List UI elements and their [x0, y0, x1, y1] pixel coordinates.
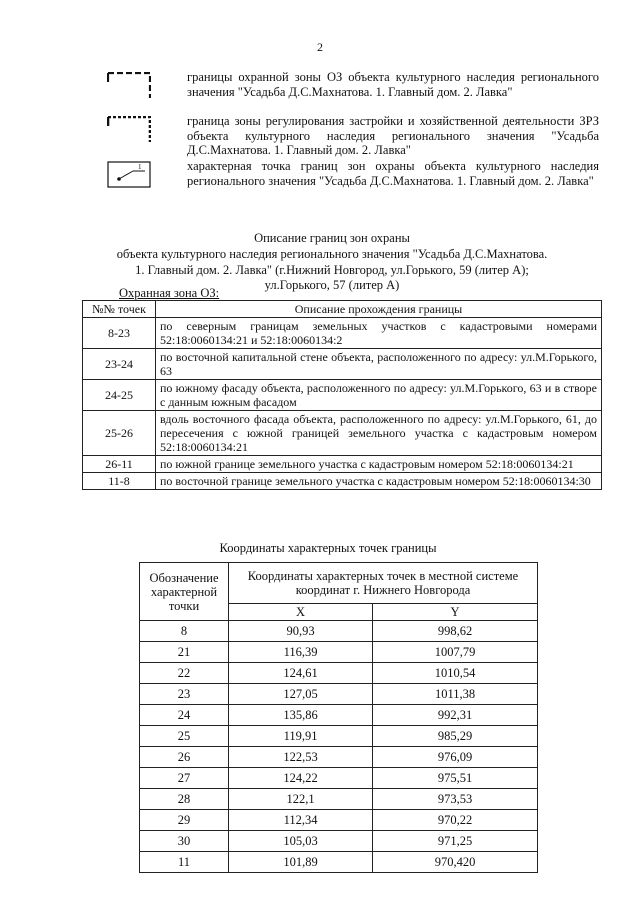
table-row — [83, 349, 602, 380]
point-id: 8 — [140, 621, 229, 642]
table-row — [83, 473, 602, 490]
point-marker-label: 1 — [138, 163, 142, 171]
point-id: 26 — [140, 747, 229, 768]
table-row — [140, 684, 538, 705]
table-row — [140, 642, 538, 663]
point-id: 27 — [140, 768, 229, 789]
table-row — [140, 810, 538, 831]
column-header-point: Обозначение характерной точки — [140, 563, 229, 621]
table-row — [83, 411, 602, 456]
coord-y: 971,25 — [373, 831, 538, 852]
legend-text-point: характерная точка границ зон охраны объекта культурного наследия регионального значения "Усадьба Д.С.Махнатова. 1. Главный дом. 2. Лавка" — [187, 159, 599, 188]
coord-y: 1010,54 — [373, 663, 538, 684]
coord-y: 973,53 — [373, 789, 538, 810]
point-id: 25 — [140, 726, 229, 747]
coords-title: Координаты характерных точек границы — [219, 541, 437, 555]
legend-text-oz: границы охранной зоны ОЗ объекта культурного наследия регионального значения "Усадьба Д.С.Махнатова. 1. Главный дом. 2. Лавка" — [187, 70, 599, 99]
row-points: 24-25 — [83, 380, 156, 411]
zone-label: Охранная зона ОЗ: — [119, 286, 220, 300]
point-marker-icon — [107, 161, 151, 188]
coord-x: 101,89 — [229, 852, 373, 873]
table-row — [140, 705, 538, 726]
coord-y: 998,62 — [373, 621, 538, 642]
row-description: по восточной капитальной стене объекта, расположенного по адресу: ул.М.Горького, 63 — [156, 349, 602, 380]
coord-y: 976,09 — [373, 747, 538, 768]
description-line-2: объекта культурного наследия регионального значения "Усадьба Д.С.Махнатова. — [116, 247, 548, 261]
coord-y: 970,22 — [373, 810, 538, 831]
point-id: 24 — [140, 705, 229, 726]
coord-x: 122,53 — [229, 747, 373, 768]
coord-x: 112,34 — [229, 810, 373, 831]
point-id: 28 — [140, 789, 229, 810]
table-row — [83, 380, 602, 411]
boundary-table — [82, 300, 602, 490]
coord-x: 90,93 — [229, 621, 373, 642]
row-points: 25-26 — [83, 411, 156, 456]
point-id: 22 — [140, 663, 229, 684]
dashed-bracket-icon — [107, 72, 151, 99]
point-id: 29 — [140, 810, 229, 831]
coord-x: 116,39 — [229, 642, 373, 663]
row-description: по северным границам земельных участков с кадастровыми номерами 52:18:0060134:21 и 52:18:0060134:2 — [156, 318, 602, 349]
coord-x: 127,05 — [229, 684, 373, 705]
description-line-3: 1. Главный дом. 2. Лавка" (г.Нижний Новгород, ул.Горького, 59 (литер А); — [135, 263, 529, 277]
row-points: 8-23 — [83, 318, 156, 349]
column-header-description: Описание прохождения границы — [156, 301, 602, 318]
coord-y: 985,29 — [373, 726, 538, 747]
table-header-row — [83, 301, 602, 318]
point-id: 21 — [140, 642, 229, 663]
coord-y: 970,420 — [373, 852, 538, 873]
coordinates-table — [139, 562, 538, 873]
table-row — [140, 621, 538, 642]
row-points: 23-24 — [83, 349, 156, 380]
table-row — [140, 726, 538, 747]
table-row — [83, 456, 602, 473]
coord-x: 124,22 — [229, 768, 373, 789]
description-line-4: ул.Горького, 57 (литер А) — [264, 278, 400, 292]
coord-x: 105,03 — [229, 831, 373, 852]
table-row — [140, 789, 538, 810]
coord-x: 122,1 — [229, 789, 373, 810]
row-description: вдоль восточного фасада объекта, расположенного по адресу: ул.М.Горького, 61, до пересечения с южной границей земельного участка с кадастровым номером 52:18:0060134:21 — [156, 411, 602, 456]
row-description: по южной границе земельного участка с кадастровым номером 52:18:0060134:21 — [156, 456, 602, 473]
column-header-x: X — [229, 604, 373, 621]
page-number: 2 — [317, 40, 323, 54]
coord-y: 975,51 — [373, 768, 538, 789]
coord-x: 119,91 — [229, 726, 373, 747]
table-row — [83, 318, 602, 349]
coord-y: 1011,38 — [373, 684, 538, 705]
row-points: 26-11 — [83, 456, 156, 473]
point-id: 11 — [140, 852, 229, 873]
column-header-coords: Координаты характерных точек в местной системе координат г. Нижнего Новгорода — [229, 563, 538, 604]
table-row — [140, 831, 538, 852]
coord-x: 135,86 — [229, 705, 373, 726]
table-row — [140, 663, 538, 684]
point-id: 30 — [140, 831, 229, 852]
column-header-points: №№ точек — [83, 301, 156, 318]
table-header-row — [140, 563, 538, 604]
coord-y: 992,31 — [373, 705, 538, 726]
coord-x: 124,61 — [229, 663, 373, 684]
dotted-bracket-icon — [107, 116, 151, 143]
column-header-y: Y — [373, 604, 538, 621]
table-row — [140, 768, 538, 789]
row-points: 11-8 — [83, 473, 156, 490]
point-id: 23 — [140, 684, 229, 705]
coord-y: 1007,79 — [373, 642, 538, 663]
row-description: по южному фасаду объекта, расположенного по адресу: ул.М.Горького, 63 и в створе с данным южным фасадом — [156, 380, 602, 411]
row-description: по восточной границе земельного участка с кадастровым номером 52:18:0060134:30 — [156, 473, 602, 490]
description-title: Описание границ зон охраны — [254, 231, 410, 245]
table-row — [140, 747, 538, 768]
legend-text-zrz: граница зоны регулирования застройки и хозяйственной деятельности ЗРЗ объекта культурного наследия регионального значения "Усадьба Д.С.Махнатова. 1. Главный дом. 2. Лавка" — [187, 114, 599, 157]
table-row — [140, 852, 538, 873]
